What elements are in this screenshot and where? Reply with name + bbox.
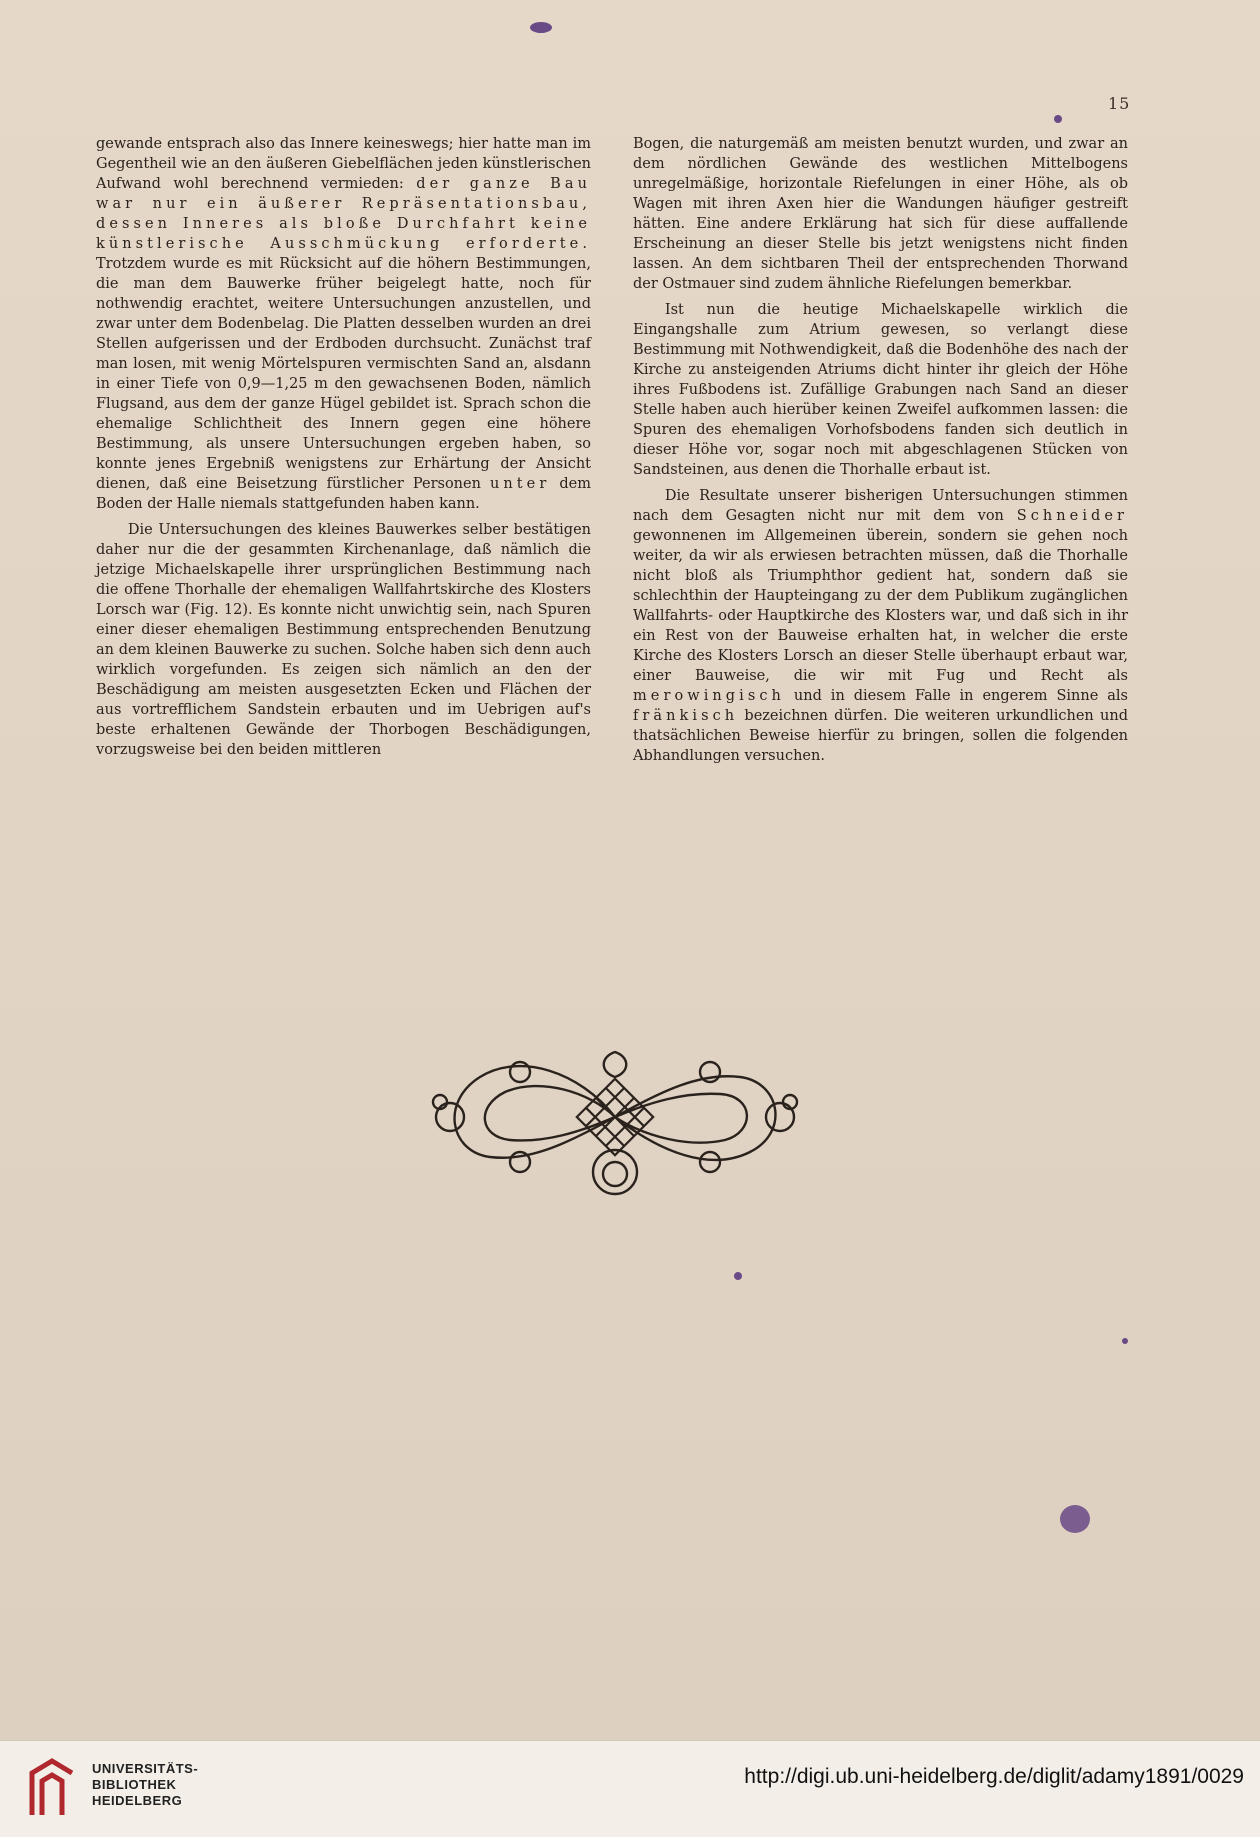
library-name-line: BIBLIOTHEK — [92, 1777, 177, 1792]
source-url-link[interactable]: http://digi.ub.uni-heidelberg.de/diglit/adamy1891/0029 — [744, 1765, 1244, 1788]
library-name-line: HEIDELBERG — [92, 1793, 183, 1808]
ink-blot — [1122, 1338, 1128, 1344]
ink-blot — [530, 22, 552, 33]
library-name-line: UNIVERSITÄTS- — [92, 1761, 199, 1776]
text-run: gewonnenen im Allgemeinen überein, sondern sie gehen noch weiter, da wir als erwiesen betrachten müssen, daß die Thorhalle nicht bloß als Triumphthor gedient hat, sondern daß sie schlechthin der Haupteingang zu der dem Publikum zugänglichen Wallfahrts- oder Hauptkirche des Klosters war, und daß sich in ihr ein Rest von der Bauweise erhalten hat, in welcher die erste Kirche des Klosters Lorsch an dieser Stelle überhaupt erbaut war, einer Bauweise, die wir mit Fug und Recht als — [633, 528, 1128, 684]
text-run: Die Resultate unserer bisherigen Untersuchungen stimmen nach dem Gesagten nicht nur mit dem von — [633, 488, 1128, 524]
footer-bar — [0, 1740, 1260, 1837]
left-paragraph-1 — [96, 134, 591, 514]
university-library-logo-icon — [24, 1755, 80, 1819]
left-paragraph-2: Die Untersuchungen des kleines Bauwerkes selber bestätigen daher nur die der gesammten Kirchenanlage, daß nämlich die jetzige Michaelskapelle ihrer ursprünglichen Bestimmung nach die offene Thorhalle der ehemaligen Wallfahrtskirche des Klosters Lorsch war (Fig. 12). Es konnte nicht unwichtig sein, nach Spuren einer dieser ehemaligen Bestimmung entsprechenden Benutzung an dem kleinen Bauwerke zu suchen. Solche haben sich denn auch wirklich vorgefunden. Es zeigen sich nämlich an den der Beschädigung am meisten ausgesetzten Ecken und Flächen der aus vortrefflichem Sandstein erbauten und im Uebrigen auf's beste erhaltenen Gewände der Thorbogen Beschädigungen, vorzugsweise bei den beiden mittleren — [96, 522, 591, 758]
ink-blot — [1060, 1505, 1090, 1533]
ink-blot — [734, 1272, 742, 1280]
right-paragraph-1: Bogen, die naturgemäß am meisten benutzt wurden, und zwar an dem nördlichen Gewände des westlichen Mittelbogens unregelmäßige, horizontale Riefelungen in einer Höhe, als ob Wagen mit ihren Axen hier die Wandungen häufiger gestreift hätten. Eine andere Erklärung hat sich für diese auffallende Erscheinung an dieser Stelle bis jetzt wenigstens nicht finden lassen. An dem sichtbaren Theil der entsprechenden Thorwand der Ostmauer sind zudem ähnliche Riefelungen bemerkbar. — [633, 136, 1128, 292]
text-run: gewande entsprach also das Innere keineswegs; hier hatte man im Gegentheil wie an den äußeren Giebelflächen jeden künstlerischen Aufwand wohl berechnend vermieden: — [96, 136, 591, 192]
text-run: Trotzdem wurde es mit Rücksicht auf die höhern Bestimmungen, die man dem Bauwerke früher beigelegt hatte, noch für nothwendig erachtet, weitere Untersuchungen anzustellen, und zwar unter dem Bodenbelag. Die Platten desselben wurden an drei Stellen aufgerissen und der Erdboden durchsucht. Zunächst traf man losen, mit wenig Mörtelspuren vermischten Sand an, alsdann in einer Tiefe von 0,9—1,25 m den gewachsenen Boden, nämlich Flugsand, aus dem der ganze Hügel gebildet ist. Sprach schon die ehemalige Schlichtheit des Innern gegen eine höhere Bestimmung, als unsere Untersuchungen ergeben haben, so konnte jenes Ergebniß wenigstens zur Erhärtung der Ansicht dienen, daß eine Beisetzung fürstlicher Personen — [96, 256, 591, 492]
spaced-emphasis: fränkisch — [633, 708, 739, 724]
spaced-emphasis: Schneider — [1016, 508, 1128, 524]
knot-ornament — [410, 1032, 820, 1202]
text-run: und in diesem Falle in engerem Sinne als — [784, 688, 1128, 704]
ink-blot — [1054, 115, 1062, 123]
text-run: dem Boden der Halle niemals stattgefunden haben kann. — [96, 476, 591, 512]
spaced-emphasis: merowingisch — [633, 688, 785, 704]
library-name — [92, 1761, 198, 1809]
spaced-emphasis: unter — [490, 476, 551, 492]
right-paragraph-2: Ist nun die heutige Michaelskapelle wirklich die Eingangshalle zum Atrium gewesen, so verlangt diese Bestimmung mit Nothwendigkeit, daß die Bodenhöhe des nach der Kirche zu ansteigenden Atriums dicht hinter ihr gleich der Höhe ihres Fußbodens ist. Zufällige Grabungen nach Sand an dieser Stelle haben auch hierüber keinen Zweifel aufkommen lassen: die Spuren des ehemaligen Vorhofsbodens fanden sich deutlich in dieser Höhe vor, sogar noch mit abgeschlagenen Stücken von Sandsteinen, aus denen die Thorhalle erbaut ist. — [633, 302, 1128, 478]
text-run: bezeichnen dürfen. Die weiteren urkundlichen und thatsächlichen Beweise hierfür zu bringen, sollen die folgenden Abhandlungen versuchen. — [633, 708, 1128, 764]
right-column — [633, 134, 1128, 766]
left-column — [96, 134, 591, 760]
spaced-emphasis: der ganze Bau war nur ein äußerer Repräsentationsbau, dessen Inneres als bloße Durchfahrt keine künstlerische Ausschmückung erforderte. — [96, 176, 591, 252]
right-paragraph-3 — [633, 486, 1128, 766]
page-number: 15 — [1108, 94, 1131, 113]
